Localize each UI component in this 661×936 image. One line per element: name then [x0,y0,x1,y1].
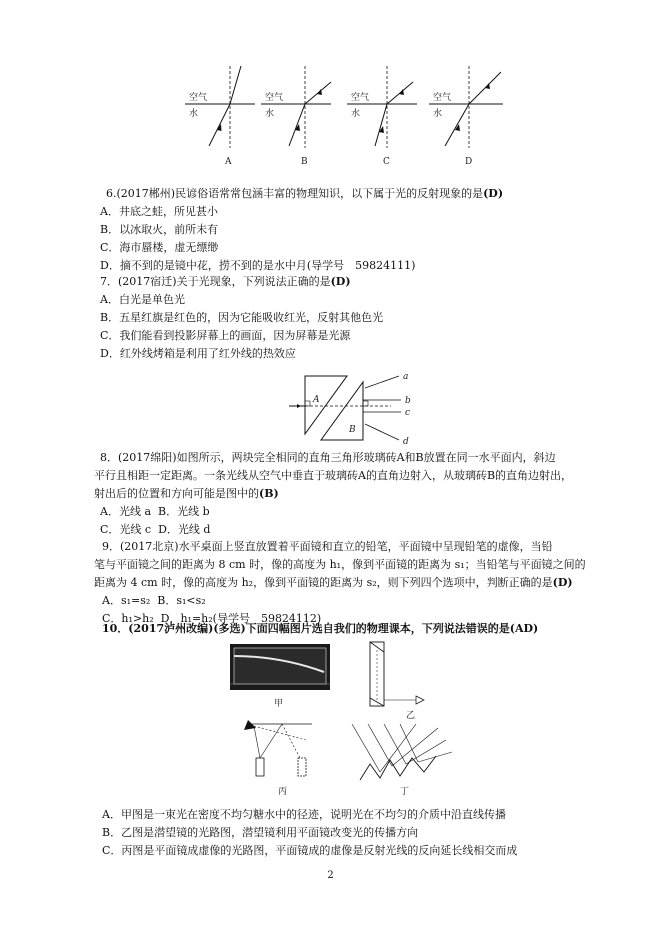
question-6-answer: (D) [483,187,504,200]
question-9-option-b: B．s₁<s₂ [157,594,206,607]
question-10-stem: 10．(2017泸州改编)(多选)下面四幅图片选自我们的物理课本，下列说法错误的是 [102,622,510,635]
question-10-option-b: B．乙图是潜望镜的光路图，潜望镜利用平面镜改变光的传播方向 [102,826,419,839]
question-10-answer: (AD) [509,622,539,635]
panel-d [429,66,503,167]
figure-yi-label: 乙 [406,711,416,721]
question-9-line-1: 9．(2017北京)水平桌面上竖直放置着平面镜和直立的铅笔，平面镜中呈现铅笔的虚像，当铅 [102,540,553,553]
question-7-option-b: B．五星红旗是红色的，因为它能吸收红光，反射其他色光 [100,311,384,324]
panel-d-label: D [465,157,473,167]
question-8 [94,449,630,536]
question-8-option-d: D．光线 d [158,523,211,536]
question-7-answer: (D) [330,275,351,288]
question-10-option-c: C．丙图是平面镜成虚像的光路图，平面镜成的虚像是反射光线的反向延长线相交而成 [102,844,518,857]
panel-c-label: C [383,157,390,167]
figure-ding [352,724,452,797]
ray-c-label: c [405,408,411,418]
question-9-line-2: 笔与平面镜之间的距离为 8 cm 时，像的高度为 h₁，像到平面镜的距离为 s₁；当铅笔与平面镜之间的 [94,558,586,571]
page-number: 2 [327,870,334,881]
question-8-line-2: 平行且相距一定距离。一条光线从空气中垂直于玻璃砖A的直角边射入，从玻璃砖B的直角边射出， [94,469,573,482]
ray-b-label: b [405,396,411,406]
question-7-option-d: D．红外线烤箱是利用了红外线的热效应 [100,347,296,360]
panel-a-label: A [225,157,232,167]
question-6-option-a: A．井底之蛙，所见甚小 [100,205,218,218]
figure-jia-label: 甲 [274,699,284,709]
panel-b [261,66,331,167]
figure-bing [244,720,312,797]
question-10-option-a: A．甲图是一束光在密度不均匀糖水中的径迹，说明光在不均匀的介质中沿直线传播 [102,808,506,821]
figure-bing-label: 丙 [278,787,288,797]
panel-b-label: B [301,157,308,167]
question-7 [100,273,620,363]
question-6-option-c: C．海市蜃楼，虚无缥缈 [100,241,219,254]
ray-a-label: a [403,372,409,382]
question-8-line-1: 8．(2017绵阳)如图所示，两块完全相同的直角三角形玻璃砖A和B放置在同一水平面内，斜边 [100,451,556,464]
question-8-option-b: B．光线 b [158,505,210,518]
question-9 [94,538,632,625]
panel-a-water-label: 水 [189,109,199,119]
refraction-diagrams [175,62,505,170]
question-6-stem: 6.(2017郴州)民谚俗语常常包涵丰富的物理知识，以下属于光的反射现象的是 [106,187,484,200]
question-7-stem: 7．(2017宿迁)关于光现象，下列说法正确的是 [100,275,331,288]
panel-a-air-label: 空气 [189,93,208,103]
panel-b-water-label: 水 [265,109,275,119]
question-8-option-c: C．光线 c [100,523,152,536]
panel-b-air-label: 空气 [265,93,284,103]
textbook-figures [220,640,470,800]
question-7-option-a: A．白光是单色光 [100,293,185,306]
question-9-option-d: D．h₁=h₂(导学号 59824112) [160,612,322,625]
question-9-answer: (D) [552,576,573,589]
question-8-line-3: 射出后的位置和方向可能是图中的 [94,487,259,500]
figure-yi [370,642,424,721]
panel-d-water-label: 水 [433,109,443,119]
glass-a-label: A [313,395,320,405]
question-6 [100,185,626,275]
question-6-option-d: D．摘不到的是镜中花，捞不到的是水中月(导学号 59824111) [100,259,416,272]
panel-c-water-label: 水 [351,109,361,119]
panel-a [185,66,255,167]
question-9-option-a: A．s₁=s₂ [102,594,151,607]
glass-b-label: B [349,425,356,435]
question-6-option-b: B．以冰取火，前所未有 [100,223,219,236]
question-10-options [102,806,632,866]
question-9-line-3: 距离为 4 cm 时，像的高度为 h₂，像到平面镜的距离为 s₂，则下列四个选项中，判断正确的是 [94,576,553,589]
panel-c-air-label: 空气 [351,93,370,103]
panel-d-air-label: 空气 [433,93,452,103]
panel-c [347,66,417,167]
question-8-option-a: A．光线 a [100,505,151,518]
question-9-option-c: C．h₁>h₂ [102,612,154,625]
figure-jia [230,644,330,709]
prism-diagram [285,370,425,448]
question-7-option-c: C．我们能看到投影屏幕上的画面，因为屏幕是光源 [100,329,351,342]
ray-d-label: d [403,437,409,447]
question-10-stem-line [102,620,632,638]
figure-ding-label: 丁 [400,787,410,797]
question-8-answer: (B) [259,487,279,500]
